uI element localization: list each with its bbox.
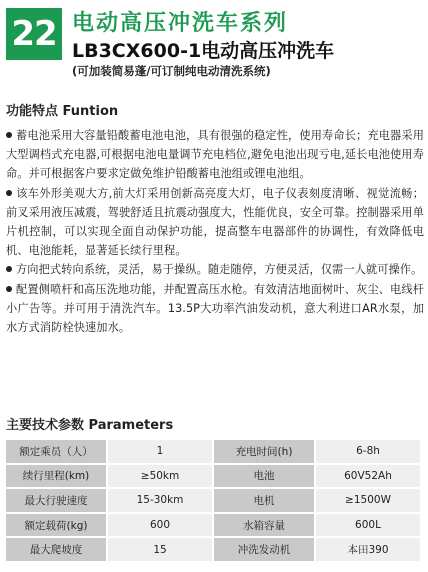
param-key: 冲洗发动机 [213, 537, 315, 562]
param-value: 本田390 [315, 537, 421, 562]
feature-text: 配置侧喷杆和高压洗地功能，并配置高压水枪。有效清洁地面树叶、灰尘、电线杆小广告等。并可用于清洗汽车。13.5P大功率汽油发动机，意大利进口AR水泵，加水方式消防栓快速加水。 [6, 282, 424, 335]
param-key: 额定载荷(kg) [6, 513, 107, 538]
feature-text: 蓄电池采用大容量铅酸蓄电池电池，具有很强的稳定性，使用寿命长；充电器采用大型调档式充电器,可根据电池电量调节充电档位,避免电池出现亏电,延长电池使用寿命。并可根据客户要求定做免维护铅酸蓄电池组或锂电池组。 [6, 129, 424, 181]
model-subtitle: (可加装简易蓬/可订制纯电动清洗系统) [72, 64, 271, 78]
table-row [6, 513, 421, 538]
param-key: 最大行驶速度 [6, 488, 107, 513]
param-key: 充电时间(h) [213, 440, 315, 464]
table-row [6, 440, 421, 464]
table-row [6, 464, 421, 489]
feature-item [6, 184, 424, 261]
bullet-icon [6, 132, 12, 138]
feature-text: 方向把式转向系统，灵活，易于操纵。随走随停，方便灵活，仅需一人就可操作。 [16, 263, 423, 277]
page-header [0, 0, 428, 90]
param-value: ≥50km [107, 464, 213, 489]
series-title: 电动高压冲洗车系列 [72, 11, 289, 36]
param-key: 续行里程(km) [6, 464, 107, 489]
params-heading: 主要技术参数 Parameters [6, 418, 174, 433]
param-value: 6-8h [315, 440, 421, 464]
param-value: 15 [107, 537, 213, 562]
feature-text: 该车外形美观大方,前大灯采用创新高亮度大灯，电子仪表刻度清晰、视觉流畅；前叉采用液压减震，驾驶舒适且抗震动强度大，性能优良，安全可靠。控制器采用单片机控制，可以实现全面自动保护功能，提高整车电器部件的协调性，有效降低电机、电池能耗，显著延长续行里程。 [6, 186, 424, 258]
bullet-icon [6, 266, 12, 272]
features-heading: 功能特点 Funtion [6, 104, 119, 119]
param-value: ≥1500W [315, 488, 421, 513]
param-value: 1 [107, 440, 213, 464]
feature-item [6, 280, 424, 338]
bullet-icon [6, 286, 12, 292]
param-value: 600L [315, 513, 421, 538]
param-key: 额定乘员（人） [6, 440, 107, 464]
param-value: 600 [107, 513, 213, 538]
bullet-icon [6, 190, 12, 196]
table-row [6, 537, 421, 562]
features-list [6, 126, 424, 337]
param-key: 最大爬坡度 [6, 537, 107, 562]
param-key: 电机 [213, 488, 315, 513]
model-title: LB3CX600-1电动高压冲洗车 [72, 40, 335, 62]
feature-item [6, 126, 424, 184]
table-row [6, 488, 421, 513]
param-key: 水箱容量 [213, 513, 315, 538]
feature-item [6, 260, 424, 279]
section-number: 22 [6, 8, 62, 60]
params-table [6, 440, 422, 563]
param-key: 电池 [213, 464, 315, 489]
param-value: 60V52Ah [315, 464, 421, 489]
param-value: 15-30km [107, 488, 213, 513]
